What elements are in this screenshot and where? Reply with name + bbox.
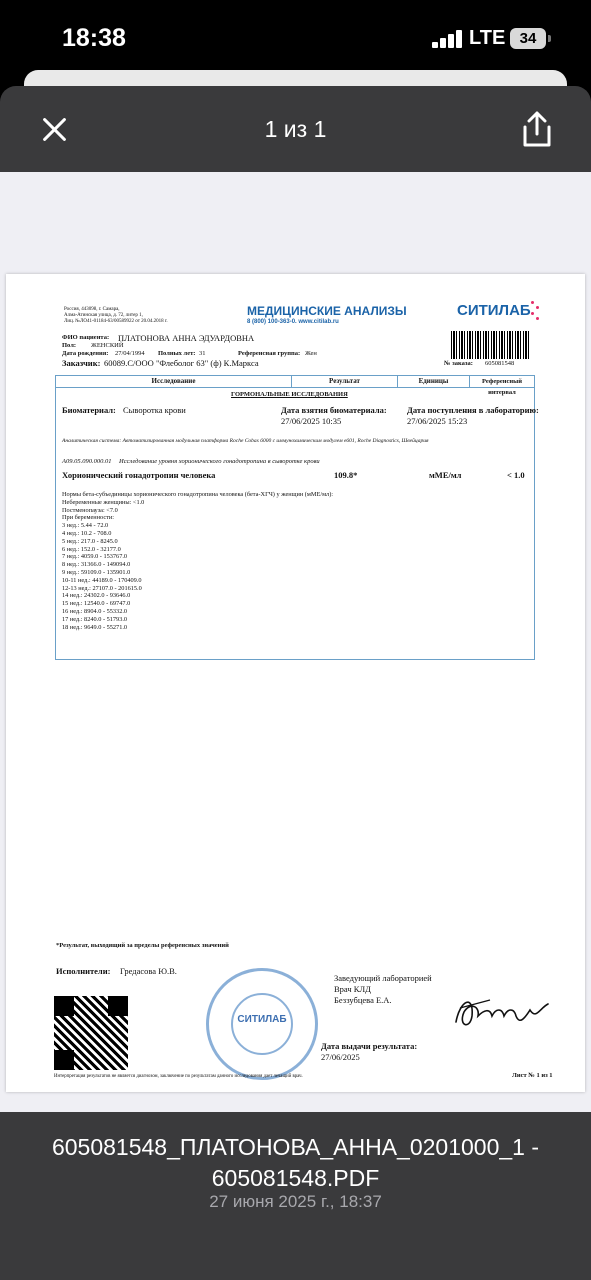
test-code: A09.05.090.000.01	[62, 458, 112, 465]
battery-cap	[548, 35, 551, 42]
file-name: 605081548_ПЛАТОНОВА_АННА_0201000_1 - 605081548.PDF	[51, 1134, 540, 1191]
norm-line: 16 нед.: 8904.0 - 55332.0	[62, 607, 128, 615]
norm-line: 9 нед.: 59109.0 - 135901.0	[62, 568, 131, 576]
head-position: Врач КЛД	[334, 984, 371, 994]
column-header: Референсный интервал	[482, 378, 522, 396]
norm-line: При беременности:	[62, 514, 114, 522]
network-type: LTE	[469, 27, 506, 49]
qr-code	[54, 996, 128, 1070]
received-date: 27/06/2025 15:23	[407, 416, 468, 426]
issue-date: 27/06/2025	[321, 1052, 360, 1062]
test-code-description: Исследование уровня хорионического гонадотропина в сыворотке крови	[119, 458, 320, 465]
cellular-signal-icon	[432, 30, 466, 48]
norm-line: 14 нед.: 24302.0 - 93646.0	[62, 592, 131, 600]
file-date: 27 июня 2025 г., 18:37	[209, 1192, 382, 1211]
norm-line: 4 нед.: 10.2 - 708.0	[62, 529, 112, 537]
sex-value: ЖЕНСКИЙ	[91, 342, 124, 349]
status-time: 18:38	[62, 24, 126, 52]
norm-line: Небеременные женщины: <1.0	[62, 498, 145, 506]
signature	[450, 986, 554, 1036]
received-label: Дата поступления в лабораторию:	[407, 405, 539, 415]
reference-norms-list	[62, 491, 333, 631]
norm-line: 8 нед.: 31366.0 - 149094.0	[62, 561, 131, 569]
file-info-bar	[0, 1112, 591, 1280]
patient-name: ПЛАТОНОВА АННА ЭДУАРДОВНА	[118, 333, 255, 343]
column-header: Результат	[292, 376, 398, 387]
lab-phone: 8 (800) 100-363-0. www.citilab.ru	[247, 319, 339, 325]
norm-line: 3 нед.: 5.44 - 72.0	[62, 522, 109, 530]
norm-line: Постменопауза: <7.0	[62, 506, 118, 514]
column-header: Исследование	[56, 376, 292, 387]
ref-group-label: Референсная группа:	[238, 350, 301, 357]
norm-line: 5 нед.: 217.0 - 8245.0	[62, 537, 118, 545]
head-title: Заведующий лабораторией	[334, 973, 432, 983]
document-viewer[interactable]	[0, 172, 591, 1112]
ref-group-value: Жен	[305, 350, 317, 357]
dob-label: Дата рождения:	[62, 350, 109, 357]
customer-value: 60089.С/ООО "Флеболог 63" (ф) К.Маркса	[104, 358, 259, 368]
section-title: ГОРМОНАЛЬНЫЕ ИССЛЕДОВАНИЯ	[231, 391, 348, 398]
norm-line: 17 нед.: 8240.0 - 51793.0	[62, 615, 128, 623]
battery-icon	[510, 28, 546, 49]
pdf-page	[6, 274, 585, 1092]
norm-line: 10-11 нед.: 44189.0 - 170409.0	[62, 576, 142, 584]
norm-line: 12-13 нед.: 27107.0 - 201615.0	[62, 584, 142, 592]
footnote: *Результат, выходящий за пределы референсных значений	[56, 942, 229, 949]
head-name: Беззубцева Е.А.	[334, 995, 392, 1005]
biomaterial-value: Сыворотка крови	[123, 405, 186, 415]
sex-label: Пол:	[62, 342, 77, 349]
lab-title: МЕДИЦИНСКИЕ АНАЛИЗЫ	[247, 304, 407, 318]
age-value: 31	[199, 350, 206, 357]
viewer-toolbar	[0, 86, 591, 172]
stamp-text: СИТИЛАБ	[237, 1014, 287, 1025]
analyzer-note: Аналитическая система: Автоматизированная модульная платформа Roche Cobas 6000 с иммунохимическим модулем e601, Roche Diagnostics, Швейцария	[62, 438, 429, 444]
barcode	[451, 331, 529, 359]
performers-value: Гредасова Ю.В.	[120, 966, 177, 976]
norm-line: 18 нед.: 9649.0 - 55271.0	[62, 623, 128, 631]
sample-date: 27/06/2025 10:35	[281, 416, 342, 426]
status-bar	[0, 0, 591, 72]
share-icon[interactable]	[520, 110, 554, 148]
lab-stamp	[206, 968, 318, 1080]
page-counter: 1 из 1	[264, 116, 327, 142]
battery-level: 34	[519, 30, 537, 47]
customer-label: Заказчик:	[62, 358, 101, 368]
norm-line: 6 нед.: 152.0 - 32177.0	[62, 545, 121, 553]
age-label: Полных лет:	[158, 350, 196, 357]
column-header: Единицы	[398, 376, 470, 387]
patient-label: ФИО пациента:	[62, 334, 110, 341]
test-name: Хорионический гонадотропин человека	[62, 470, 216, 480]
disclaimer: Интерпретация результатов не является диагнозом, заключение по результатам данного исследования дает лечащий врач.	[54, 1074, 303, 1079]
test-reference: < 1.0	[507, 470, 525, 480]
lab-address-line: Россия, 443098, г. Самара,	[64, 307, 120, 312]
issue-date-label: Дата выдачи результата:	[321, 1041, 418, 1051]
test-units: мМЕ/мл	[429, 470, 462, 480]
norm-line: 7 нед.: 4059.0 - 153767.0	[62, 553, 128, 561]
order-number: 605081548	[485, 360, 515, 367]
order-label: № заказа:	[444, 360, 473, 367]
brand-logo: СИТИЛАБ	[457, 302, 531, 319]
performers-label: Исполнители:	[56, 966, 111, 976]
results-table	[55, 375, 539, 660]
sample-date-label: Дата взятия биоматериала:	[281, 405, 387, 415]
lab-license-line: Лиц. №ЛО41-01184-63/00589922 от 20.04.2018 г.	[64, 319, 168, 324]
test-result: 109.8*	[334, 470, 358, 480]
lab-address-line: Алма-Атинская улица, д. 72, литер 1,	[64, 313, 143, 318]
norm-line: Нормы бета-субъединицы хорионического гонадотропина человека (бета-ХГЧ) у женщин (мМЕ/мл):	[62, 491, 334, 498]
norm-line: 15 нед.: 12540.0 - 69747.0	[62, 600, 131, 608]
sheet-number: Лист № 1 из 1	[512, 1072, 553, 1079]
dob-value: 27/04/1994	[115, 350, 145, 357]
biomaterial-label: Биоматериал:	[62, 405, 116, 415]
